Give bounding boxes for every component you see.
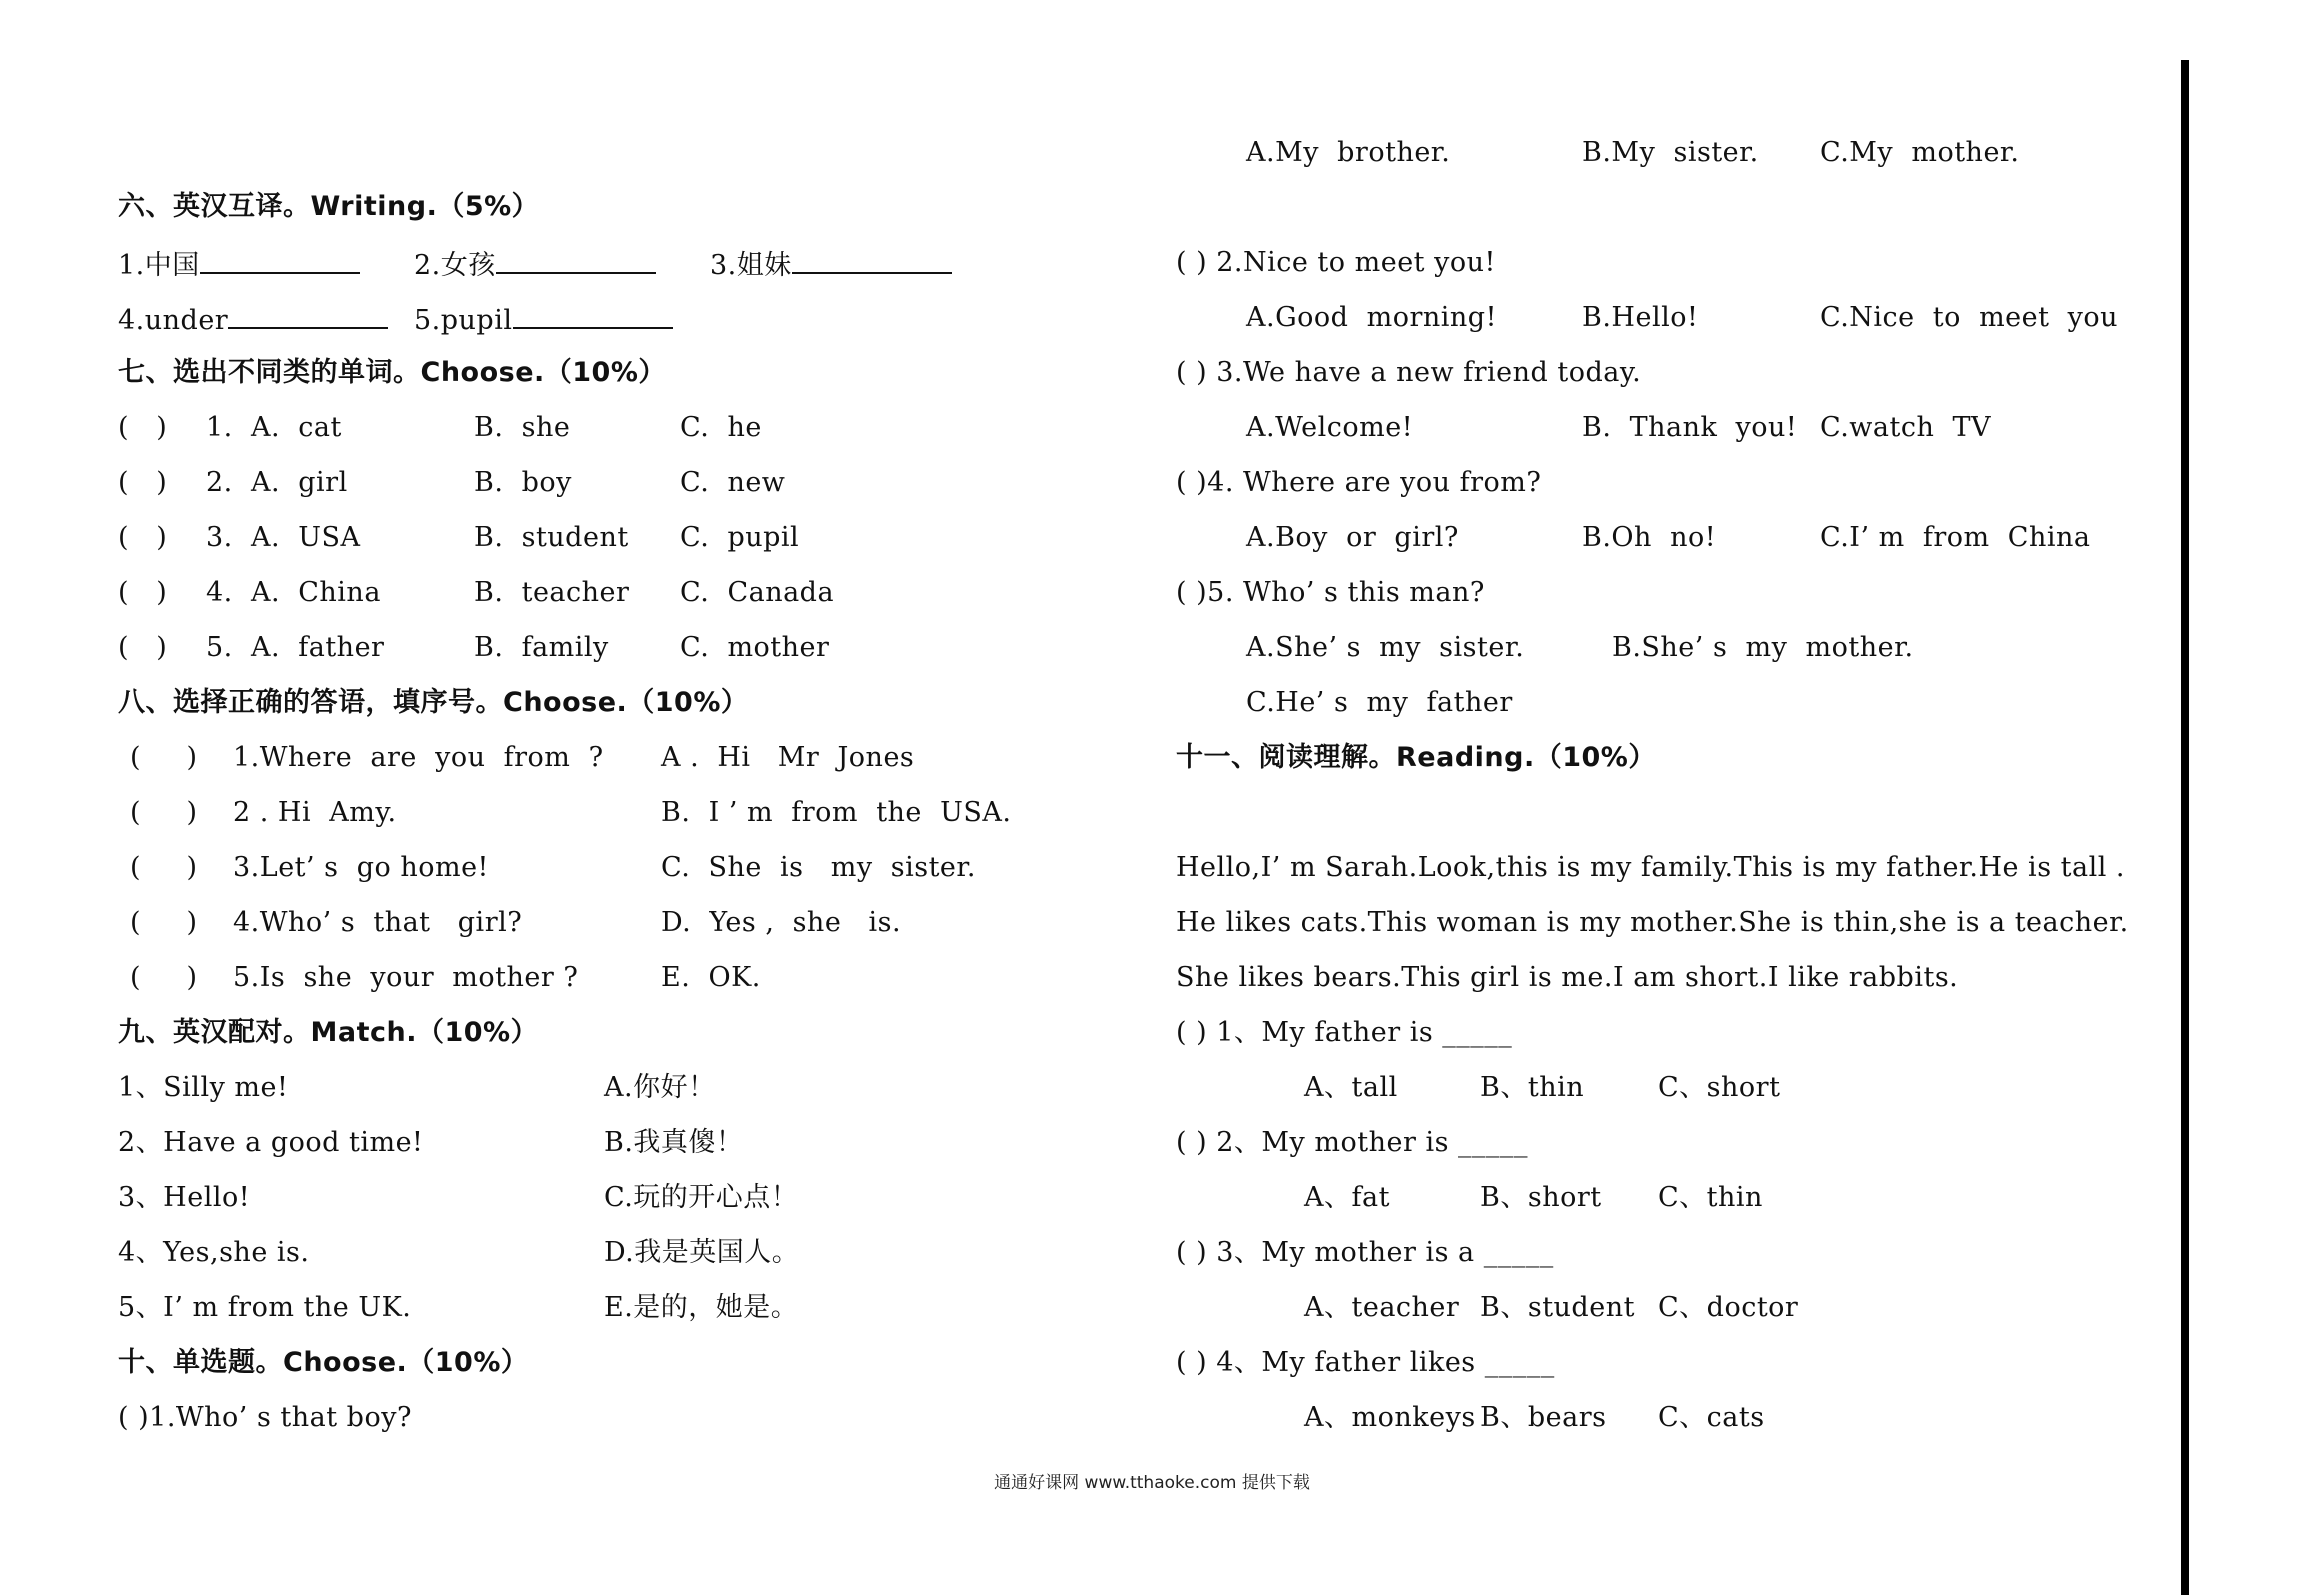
reading-passage-line: Hello,I’ m Sarah.Look,this is my family.This is my father.He is tall .	[1176, 852, 2126, 883]
answer-paren[interactable]: ( )	[130, 797, 198, 828]
answer-paren[interactable]: ( )	[130, 962, 198, 993]
section-11-heading: 十一、阅读理解。Reading.（10%）	[1176, 742, 1656, 773]
answer-paren[interactable]: ( )	[118, 522, 168, 553]
mc-question-4: ( )4. Where are you from?	[1176, 467, 1542, 498]
answer-blank[interactable]	[200, 236, 360, 274]
mc-question-2: ( ) 2.Nice to meet you!	[1176, 247, 1496, 278]
writing-item: 2.女孩	[414, 236, 656, 293]
mc-question-1: ( )1.Who’ s that boy?	[118, 1402, 412, 1433]
page-edge-rule	[2181, 60, 2189, 1595]
footer-credit: 通通好课网 www.tthaoke.com 提供下载	[994, 1473, 1310, 1493]
answer-paren[interactable]: ( )	[130, 907, 198, 938]
writing-item: 3.姐妹	[710, 236, 952, 293]
section-6-heading: 六、英汉互译。Writing.（5%）	[118, 191, 540, 222]
answer-paren[interactable]: ( )	[118, 632, 168, 663]
reading-passage-line: He likes cats.This woman is my mother.She is thin,she is a teacher.	[1176, 907, 2129, 938]
writing-item: 4.under	[118, 291, 388, 348]
answer-paren[interactable]: ( )	[118, 577, 168, 608]
answer-paren[interactable]: ( )	[118, 412, 168, 443]
writing-item: 1.中国	[118, 236, 360, 293]
reading-question-1: ( ) 1、My father is _____	[1176, 1017, 1513, 1048]
answer-blank[interactable]	[513, 291, 673, 329]
mc-question-5: ( )5. Who’ s this man?	[1176, 577, 1485, 608]
reading-question-3: ( ) 3、My mother is a _____	[1176, 1237, 1554, 1268]
reading-question-4: ( ) 4、My father likes _____	[1176, 1347, 1555, 1378]
answer-paren[interactable]: ( )	[130, 742, 198, 773]
answer-paren[interactable]: ( )	[130, 852, 198, 883]
answer-blank[interactable]	[792, 236, 952, 274]
answer-blank[interactable]	[228, 291, 388, 329]
section-7-heading: 七、选出不同类的单词。Choose.（10%）	[118, 357, 666, 388]
section-9-heading: 九、英汉配对。Match.（10%）	[118, 1017, 539, 1048]
mc-question-3: ( ) 3.We have a new friend today.	[1176, 357, 1642, 388]
section-8-heading: 八、选择正确的答语，填序号。Choose.（10%）	[118, 687, 749, 718]
section-10-heading: 十、单选题。Choose.（10%）	[118, 1347, 529, 1378]
reading-passage-line: She likes bears.This girl is me.I am short.I like rabbits.	[1176, 962, 1959, 993]
writing-item: 5.pupil	[414, 291, 673, 348]
answer-blank[interactable]	[496, 236, 656, 274]
reading-question-2: ( ) 2、My mother is _____	[1176, 1127, 1529, 1158]
exam-page: 六、英汉互译。Writing.（5%） 1.中国 2.女孩 3.姐妹 4.under 5.pupil 七、选出不同类的单词。Choose.（10%） ( ) 1. A. cat B. she C. he ( ) 2. A. girl B. boy C. new ( ) 3. A. USA B. student C. pupil ( ) 4. A. China B. teacher C. Canada ( ) 5. A. father B. family C. mother 八、选择正确的答语，填序号。Choose.（10%） ( ) 1.Where are you from ? A . Hi Mr Jones ( ) 2 . Hi Amy. B. I ’ m from the USA. ( ) 3.Let’ s go home! C. She is my sister. ( ) 4.Who’ s that girl? D. Yes , she is. ( ) 5.Is she your mother ? E. OK. 九、英汉配对。Match.（10%） 1、Silly me! A.你好！ 2、Have a good time! B.我真傻！ 3、Hello! C.玩的开心点！ 4、Yes,she is. D.我是英国人。 5、I’ m from the UK. E.是的，她是。 十、单选题。Choose.（10%） ( )1.Who’ s that boy? A.My brother. B.My sister. C.My mother. ( ) 2.Nice to meet you! A.Good morning! B.Hello! C.Nice to meet you ( ) 3.We have a new friend today. A.Welcome! B. Thank you! C.watch TV ( )4. Where are you from? A.Boy or girl? B.Oh no! C.I’ m from China ( )5. Who’ s this man? A.She’ s my sister. B.She’ s my mother. C.He’ s my father 十一、阅读理解。Reading.（10%） Hello,I’ m Sarah.Look,this is my family.This is my father.He is tall . He likes cats.This woman is my mother.She is thin,she is a teacher. She likes bears.This girl is me.I am short.I like rabbits. ( ) 1、My father is _____ A、tall B、thin C、short ( ) 2、My mother is _____ A、fat B、short C、thin ( ) 3、My mother is a _____ A、teacher B、student C、doctor ( ) 4、My father likes _____ A、monkeys B、bears C、cats 通通好课网 www.tthaoke.com 提供下载	[0, 0, 2304, 1595]
answer-paren[interactable]: ( )	[118, 467, 168, 498]
